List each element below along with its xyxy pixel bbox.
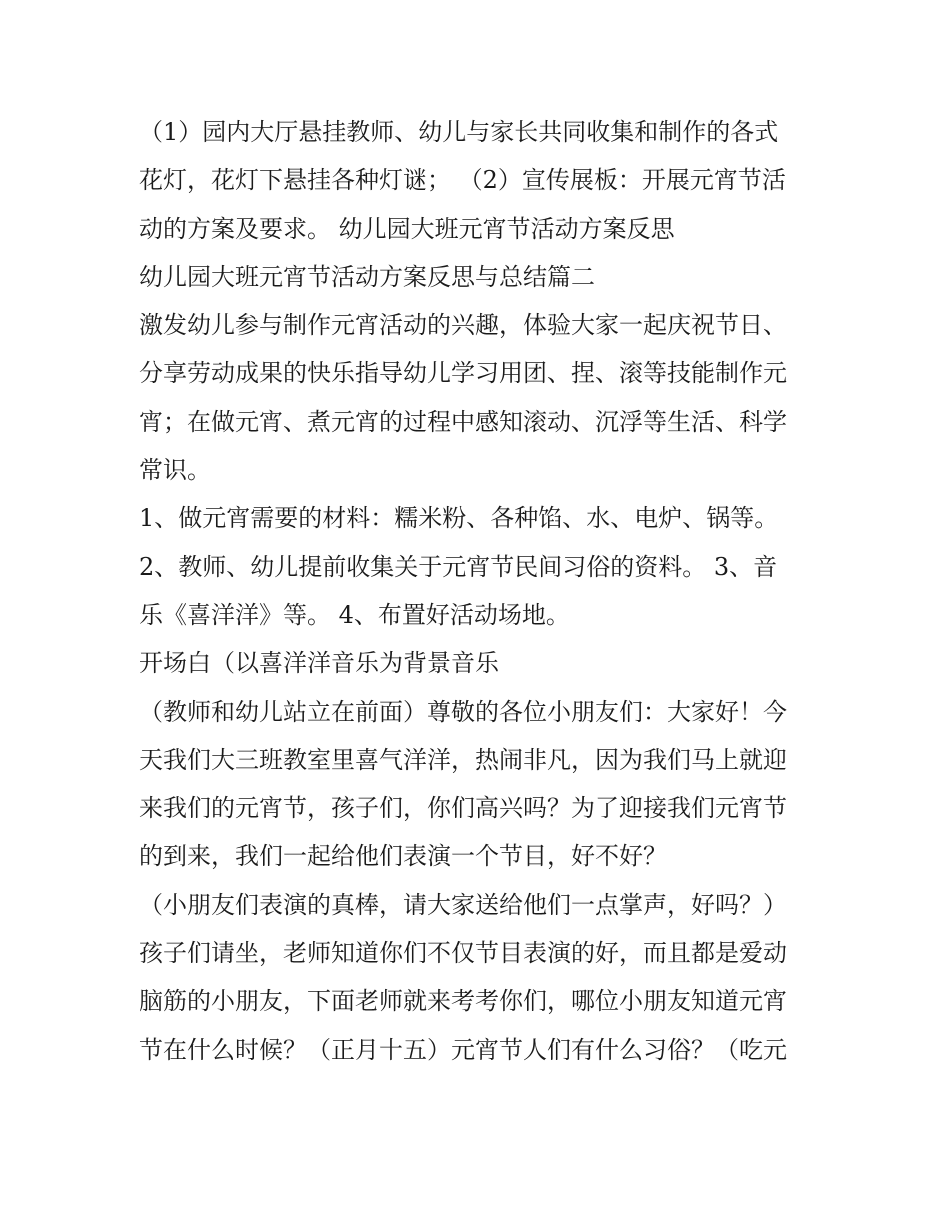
document-body <box>139 108 819 1074</box>
text-line: （教师和幼儿站立在前面）尊敬的各位小朋友们：大家好！今 <box>139 697 787 726</box>
text-line: 常识。 <box>139 456 211 485</box>
text-line: 孩子们请坐，老师知道你们不仅节目表演的好，而且都是爱动 <box>139 939 787 968</box>
section-heading: 幼儿园大班元宵节活动方案反思与总结篇二 <box>139 262 595 291</box>
text-line: 天我们大三班教室里喜气洋洋，热闹非凡，因为我们马上就迎 <box>139 745 787 774</box>
text-line: 开场白（以喜洋洋音乐为背景音乐 <box>139 649 499 678</box>
text-line: 脑筋的小朋友，下面老师就来考考你们，哪位小朋友知道元宵 <box>139 987 787 1016</box>
text-line: （小朋友们表演的真棒，请大家送给他们一点掌声，好吗？） <box>139 890 787 919</box>
text-line: （1）园内大厅悬挂教师、幼儿与家长共同收集和制作的各式 <box>139 118 779 146</box>
list-item: 1、做元宵需要的材料：糯米粉、各种馅、水、电炉、锅等。 <box>139 504 779 533</box>
text-line: 动的方案及要求。 幼儿园大班元宵节活动方案反思 <box>139 214 675 243</box>
text-line: 花灯，花灯下悬挂各种灯谜； （2）宣传展板：开展元宵节活 <box>139 166 786 195</box>
text-line: 乐《喜洋洋》等。 4、布置好活动场地。 <box>139 600 570 629</box>
text-line: 节在什么时候？（正月十五）元宵节人们有什么习俗？（吃元 <box>139 1035 787 1064</box>
text-line: 分享劳动成果的快乐指导幼儿学习用团、捏、滚等技能制作元 <box>139 359 787 388</box>
list-item: 2、教师、幼儿提前收集关于元宵节民间习俗的资料。 3、音 <box>139 552 778 581</box>
text-line: 的到来，我们一起给他们表演一个节目，好不好？ <box>139 842 667 871</box>
text-line: 激发幼儿参与制作元宵活动的兴趣，体验大家一起庆祝节日、 <box>139 311 787 340</box>
text-line: 宵；在做元宵、煮元宵的过程中感知滚动、沉浮等生活、科学 <box>139 407 787 436</box>
text-line: 来我们的元宵节，孩子们，你们高兴吗？为了迎接我们元宵节 <box>139 794 787 823</box>
